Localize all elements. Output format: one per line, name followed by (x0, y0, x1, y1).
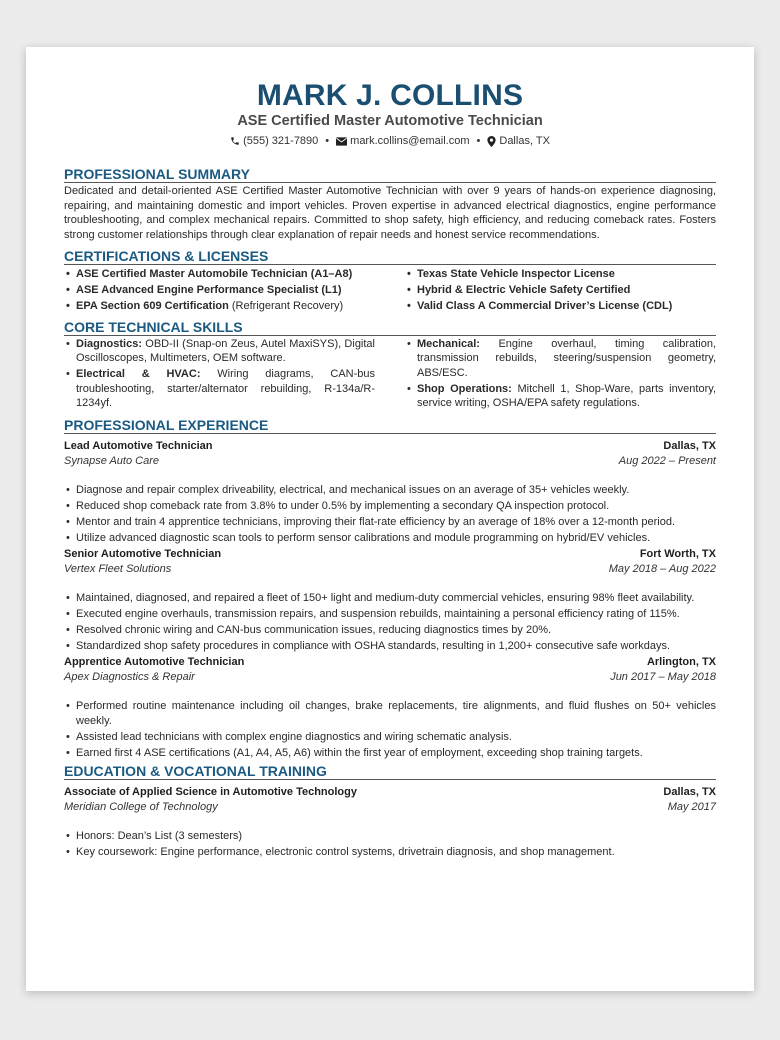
location-text: Dallas, TX (499, 135, 550, 147)
school-location: Dallas, TX (663, 786, 716, 799)
list-item: • Diagnose and repair complex driveability, electrical, and mechanical issues on an average of 35+ vehicles weekly. (64, 483, 716, 498)
job-bullets (64, 483, 716, 546)
email-address: mark.collins@email.com (350, 135, 470, 147)
list-item: • Honors: Dean’s List (3 semesters) (64, 829, 716, 844)
contact-email (336, 134, 469, 148)
summary-heading: PROFESSIONAL SUMMARY (64, 166, 716, 183)
job-title: Senior Automotive Technician (64, 548, 222, 561)
contact-separator: • (325, 135, 330, 147)
list-item: • Executed engine overhauls, transmission repairs, and suspension rebuilds, maintaining a personal efficiency rating of 115%. (64, 607, 716, 622)
list-item: • Mentor and train 4 apprentice technicians, improving their flat-rate efficiency by an average of 18% over a 12-month period. (64, 515, 716, 530)
experience-heading: PROFESSIONAL EXPERIENCE (64, 417, 716, 434)
contact-phone (230, 134, 318, 148)
list-item: • Shop Operations: Mitchell 1, Shop-Ware, parts inventory, service writing, OSHA/EPA safety regulations. (405, 382, 716, 411)
job-dates: Jun 2017 – May 2018 (610, 670, 716, 683)
list-item: • Mechanical: Engine overhaul, timing calibration, transmission rebuilds, steering/suspension geometry, ABS/ESC. (405, 337, 716, 381)
list-item: • Electrical & HVAC: Wiring diagrams, CAN-bus troubleshooting, starter/alternator rebuilding, R-134a/R-1234yf. (64, 367, 375, 411)
list-item: • Standardized shop safety procedures in compliance with OSHA standards, resulting in 1,200+ consecutive safe workdays. (64, 639, 716, 654)
job-entry (64, 547, 716, 654)
location-pin-icon (487, 136, 496, 147)
skills-heading: CORE TECHNICAL SKILLS (64, 319, 716, 336)
certifications-left (64, 267, 375, 316)
list-item: • ASE Advanced Engine Performance Specialist (L1) (64, 283, 375, 298)
job-entry (64, 439, 716, 546)
contact-location (487, 134, 550, 148)
skills-list (64, 337, 716, 413)
resume-content (64, 79, 716, 861)
summary-text: Dedicated and detail-oriented ASE Certified Master Automotive Technician with over 9 years of hands-on experience diagnosing, repairing, and maintaining domestic and import vehicles. Proven expertise in advanced electrical diagnostics, engine performance troubleshooting, and complex mechanical repairs. Committed to shop safety, high efficiency, and reducing comeback rates. Fosters strong customer relationships through clear explanation of repair needs and honest service recommendations. (64, 185, 716, 241)
contact-separator: • (476, 135, 481, 147)
list-item: • Utilize advanced diagnostic scan tools to perform sensor calibrations and module programming on hybrid/EV vehicles. (64, 531, 716, 546)
job-bullets (64, 699, 716, 760)
education-bullets (64, 829, 716, 860)
list-item: • Valid Class A Commercial Driver’s License (CDL) (405, 299, 716, 314)
certifications-list (64, 267, 716, 316)
candidate-title: ASE Certified Master Automotive Technician (237, 113, 543, 129)
list-item: • ASE Certified Master Automobile Technician (A1–A8) (64, 267, 375, 282)
phone-number: (555) 321-7890 (243, 135, 319, 147)
email-icon (336, 137, 347, 146)
list-item: • Reduced shop comeback rate from 3.8% to under 0.5% by implementing a secondary QA inspection protocol. (64, 499, 716, 514)
list-item: • Maintained, diagnosed, and repaired a fleet of 150+ light and medium-duty commercial vehicles, ensuring 98% fleet availability. (64, 591, 716, 606)
list-item: • Earned first 4 ASE certifications (A1, A4, A5, A6) within the first year of employment, exceeding shop training targets. (64, 746, 716, 761)
graduation-date: May 2017 (667, 800, 716, 813)
list-item: • Diagnostics: OBD-II (Snap-on Zeus, Autel MaxiSYS), Digital Oscilloscopes, Multimeters, OEM software. (64, 337, 375, 366)
school-name: Meridian College of Technology (64, 800, 218, 813)
list-item: • Assisted lead technicians with complex engine diagnostics and wiring schematic analysis. (64, 730, 716, 745)
job-location: Dallas, TX (663, 440, 716, 453)
job-title: Lead Automotive Technician (64, 440, 213, 453)
contact-line (64, 134, 716, 148)
job-company: Synapse Auto Care (64, 454, 159, 467)
certifications-right (405, 267, 716, 316)
job-location: Arlington, TX (646, 656, 716, 669)
degree-title: Associate of Applied Science in Automotive Technology (64, 786, 357, 799)
education-entry (64, 785, 716, 860)
list-item: • Texas State Vehicle Inspector License (405, 267, 716, 282)
candidate-name: MARK J. COLLINS (256, 79, 524, 112)
job-company: Vertex Fleet Solutions (64, 562, 172, 575)
list-item: • Performed routine maintenance including oil changes, brake replacements, tire alignments, and fluid flushes on 50+ vehicles weekly. (64, 699, 716, 728)
skills-right (405, 337, 716, 413)
job-dates: Aug 2022 – Present (618, 454, 716, 467)
job-title: Apprentice Automotive Technician (64, 656, 245, 669)
list-item: • Resolved chronic wiring and CAN-bus communication issues, reducing diagnostics times by 20%. (64, 623, 716, 638)
resume-page (26, 47, 754, 991)
job-dates: May 2018 – Aug 2022 (608, 562, 716, 575)
certifications-heading: CERTIFICATIONS & LICENSES (64, 248, 716, 265)
job-entry (64, 655, 716, 760)
job-company: Apex Diagnostics & Repair (64, 670, 195, 683)
list-item: • EPA Section 609 Certification (Refrigerant Recovery) (64, 299, 375, 314)
skills-left (64, 337, 375, 413)
education-heading: EDUCATION & VOCATIONAL TRAINING (64, 763, 716, 780)
phone-icon (230, 136, 240, 146)
list-item: • Key coursework: Engine performance, electronic control systems, drivetrain diagnosis, and shop management. (64, 845, 716, 860)
job-location: Fort Worth, TX (639, 548, 716, 561)
list-item: • Hybrid & Electric Vehicle Safety Certified (405, 283, 716, 298)
job-bullets (64, 591, 716, 654)
